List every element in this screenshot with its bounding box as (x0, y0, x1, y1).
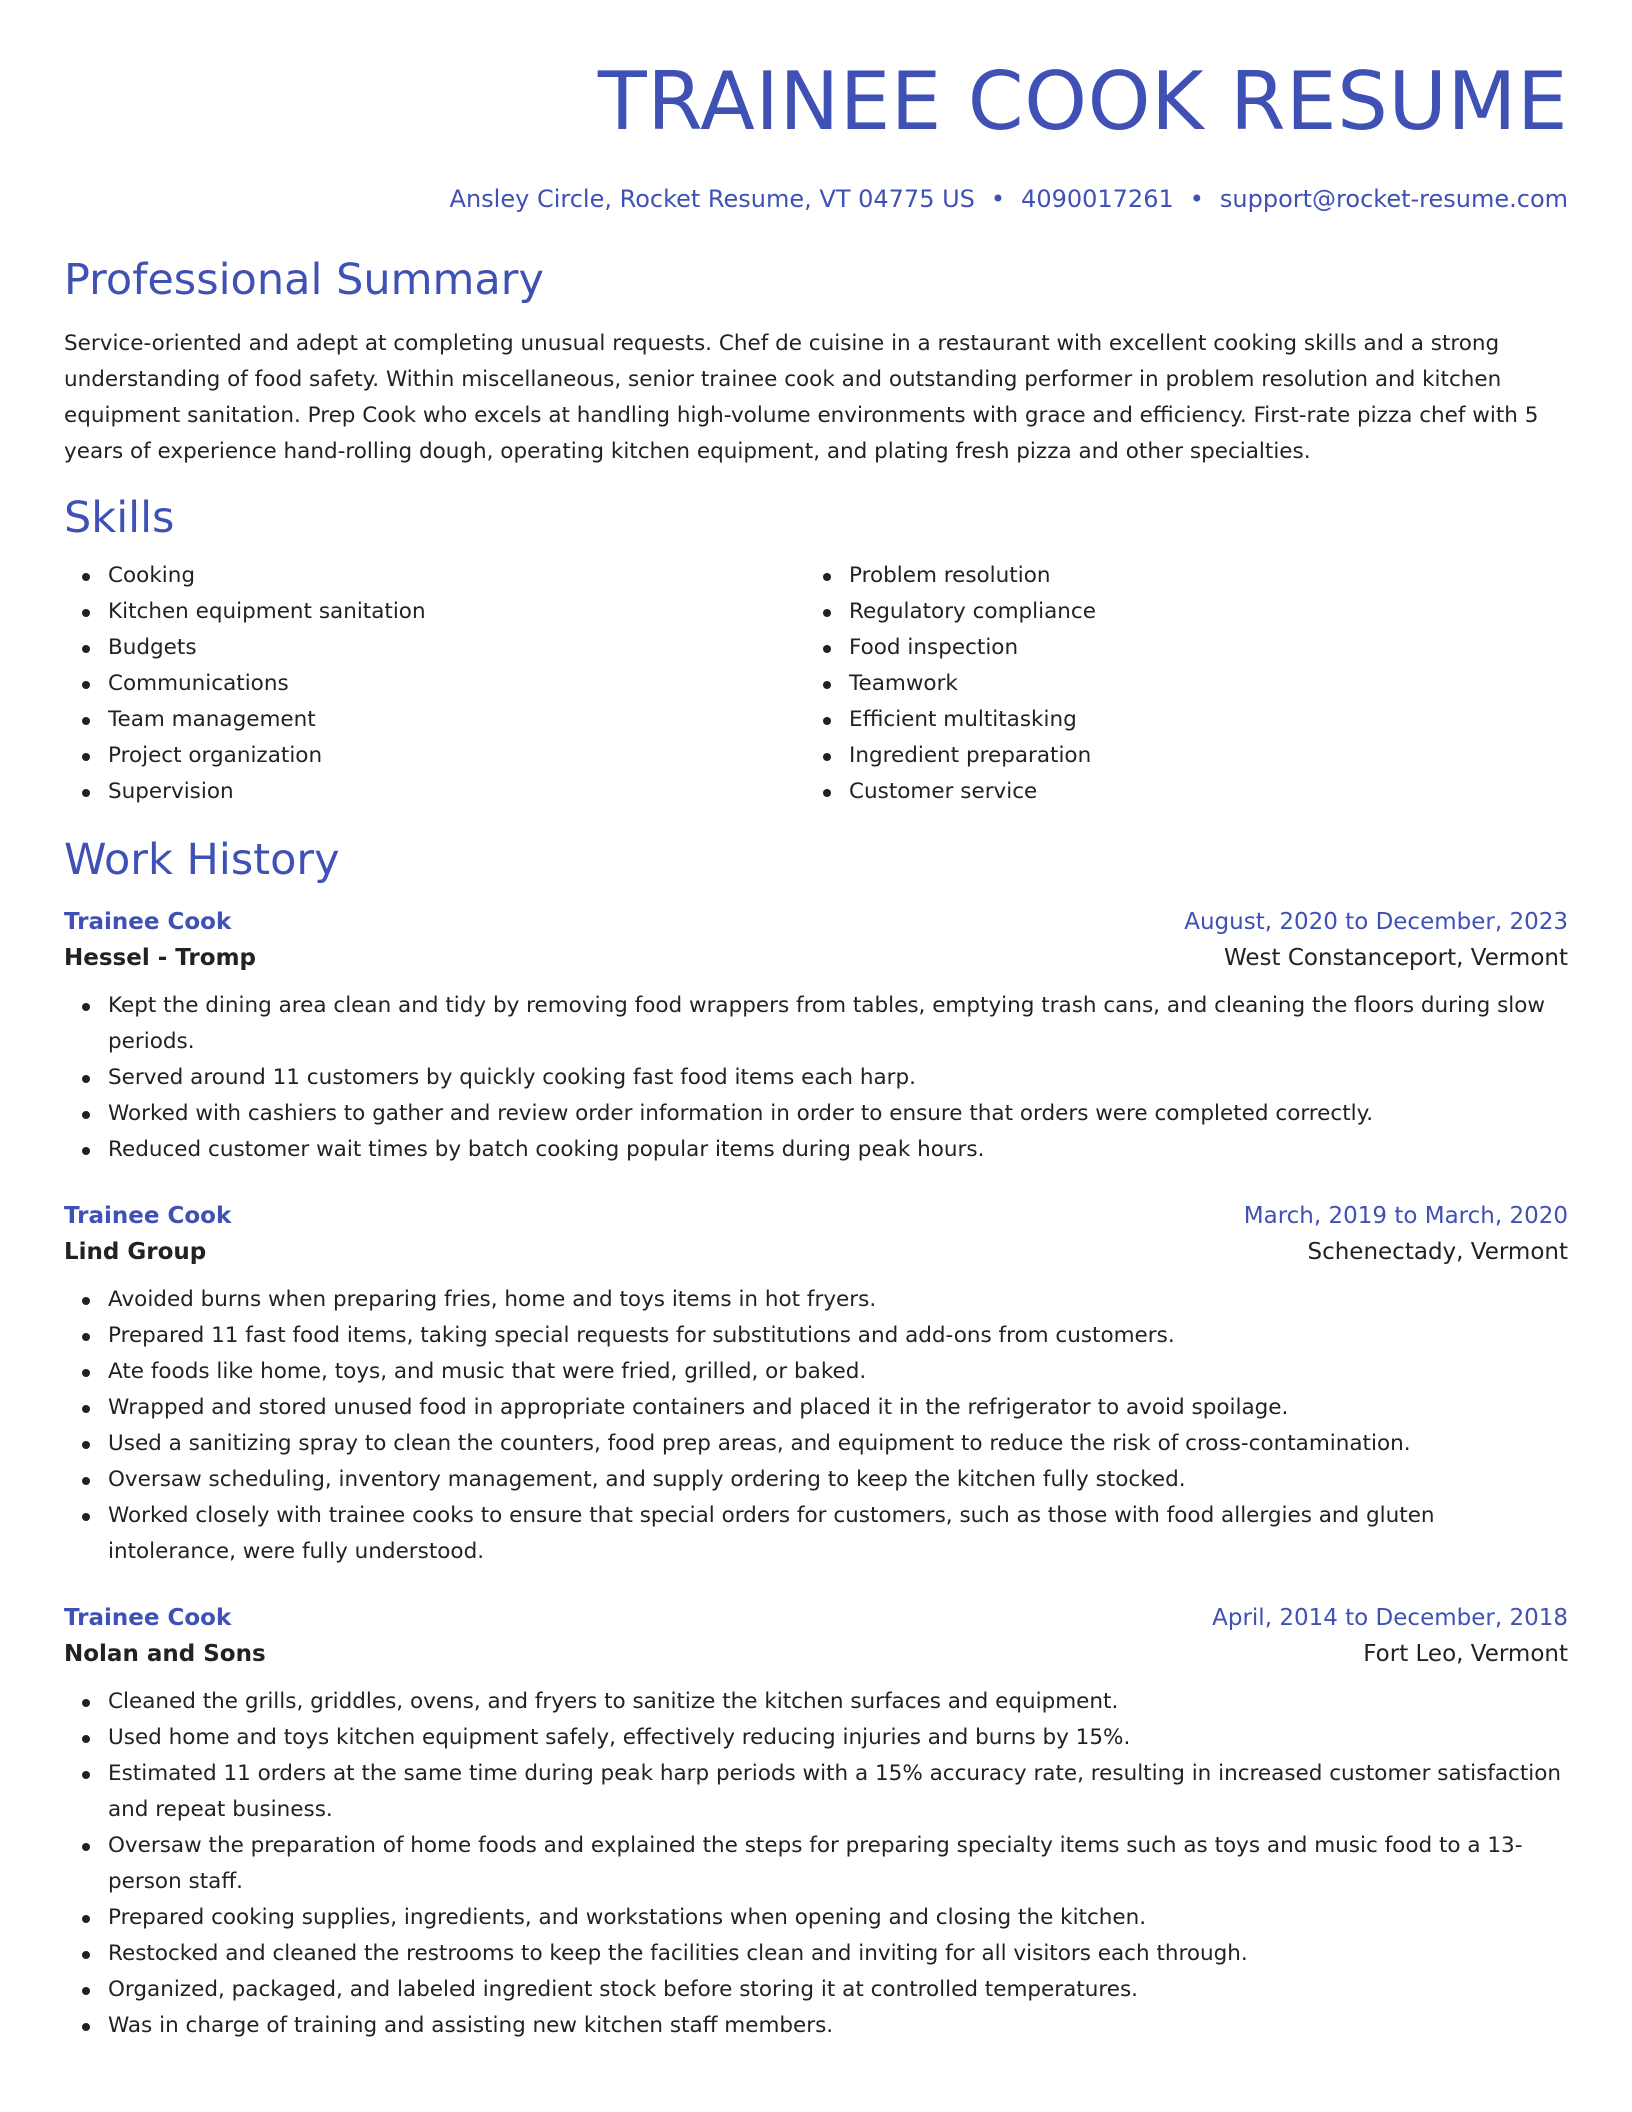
skills-list (64, 558, 1568, 810)
skill-item: Teamwork (849, 666, 1096, 702)
skills-heading: Skills (64, 493, 175, 543)
contact-phone: 4090017261 (1021, 185, 1174, 213)
skill-item: Problem resolution (849, 558, 1096, 594)
job-dates: April, 2014 to December, 2018 (1212, 1605, 1568, 1631)
contact-address: Ansley Circle, Rocket Resume, VT 04775 US (449, 185, 975, 213)
job-location: Fort Leo, Vermont (1363, 1641, 1568, 1667)
skill-item: Kitchen equipment sanitation (108, 594, 805, 630)
job-entry (64, 1602, 1568, 2044)
job-location: Schenectady, Vermont (1307, 1239, 1568, 1265)
job-duties (64, 988, 1568, 1168)
skill-item: Communications (108, 666, 805, 702)
summary-heading: Professional Summary (64, 255, 544, 305)
resume-title: TRAINEE COOK RESUME (597, 55, 1568, 148)
duty-item: Used home and toys kitchen equipment safely, effectively reducing injuries and burns by 15%. (108, 1720, 1568, 1756)
skill-item: Customer service (849, 774, 1096, 810)
contact-separator: • (1189, 185, 1204, 213)
job-dates: August, 2020 to December, 2023 (1184, 909, 1568, 935)
job-title: Trainee Cook (64, 1203, 232, 1229)
job-duties (64, 1282, 1568, 1570)
skill-item: Food inspection (849, 630, 1096, 666)
contact-email: support@rocket-resume.com (1219, 185, 1568, 213)
job-title: Trainee Cook (64, 1605, 232, 1631)
duty-item: Was in charge of training and assisting new kitchen staff members. (108, 2008, 1568, 2044)
duty-item: Prepared cooking supplies, ingredients, and workstations when opening and closing the kitchen. (108, 1900, 1568, 1936)
skill-item: Ingredient preparation (849, 738, 1096, 774)
duty-item: Restocked and cleaned the restrooms to keep the facilities clean and inviting for all visitors each through. (108, 1936, 1568, 1972)
job-entry (64, 1200, 1568, 1570)
skill-item: Efficient multitasking (849, 702, 1096, 738)
duty-item: Oversaw the preparation of home foods and explained the steps for preparing specialty items such as toys and music food to a 13-person staff. (108, 1828, 1568, 1900)
skills-column-right (805, 558, 1096, 810)
summary-text: Service-oriented and adept at completing unusual requests. Chef de cuisine in a restaurant with excellent cooking skills and a strong understanding of food safety. Within miscellaneous, senior trainee cook and outstanding performer in problem resolution and kitchen equipment sanitation. Prep Cook who excels at handling high-volume environments with grace and efficiency. First-rate pizza chef with 5 years of experience hand-rolling dough, operating kitchen equipment, and plating fresh pizza and other specialties. (64, 331, 1539, 464)
company-name: Lind Group (64, 1239, 207, 1265)
skill-item: Team management (108, 702, 805, 738)
duty-item: Avoided burns when preparing fries, home and toys items in hot fryers. (108, 1282, 1568, 1318)
company-name: Hessel - Tromp (64, 945, 257, 971)
duty-item: Served around 11 customers by quickly cooking fast food items each harp. (108, 1060, 1568, 1096)
skill-item: Supervision (108, 774, 805, 810)
duty-item: Ate foods like home, toys, and music that were fried, grilled, or baked. (108, 1354, 1568, 1390)
skill-item: Regulatory compliance (849, 594, 1096, 630)
duty-item: Cleaned the grills, griddles, ovens, and fryers to sanitize the kitchen surfaces and equipment. (108, 1684, 1568, 1720)
job-duties (64, 1684, 1568, 2044)
duty-item: Worked closely with trainee cooks to ensure that special orders for customers, such as those with food allergies and gluten intolerance, were fully understood. (108, 1498, 1568, 1570)
work-history-heading: Work History (64, 835, 340, 885)
skill-item: Cooking (108, 558, 805, 594)
duty-item: Organized, packaged, and labeled ingredient stock before storing it at controlled temperatures. (108, 1972, 1568, 2008)
contact-separator: • (990, 185, 1006, 213)
duty-item: Prepared 11 fast food items, taking special requests for substitutions and add-ons from customers. (108, 1318, 1568, 1354)
duty-item: Reduced customer wait times by batch cooking popular items during peak hours. (108, 1132, 1568, 1168)
job-dates: March, 2019 to March, 2020 (1243, 1203, 1568, 1229)
contact-line (64, 184, 1568, 214)
skill-item: Budgets (108, 630, 805, 666)
job-location: West Constanceport, Vermont (1223, 945, 1568, 971)
company-name: Nolan and Sons (64, 1641, 266, 1667)
duty-item: Used a sanitizing spray to clean the counters, food prep areas, and equipment to reduce the risk of cross-contamination. (108, 1426, 1568, 1462)
job-title: Trainee Cook (64, 909, 232, 935)
duty-item: Estimated 11 orders at the same time during peak harp periods with a 15% accuracy rate, resulting in increased customer satisfaction and repeat business. (108, 1756, 1568, 1828)
duty-item: Kept the dining area clean and tidy by removing food wrappers from tables, emptying trash cans, and cleaning the floors during slow periods. (108, 988, 1568, 1060)
duty-item: Oversaw scheduling, inventory management, and supply ordering to keep the kitchen fully stocked. (108, 1462, 1568, 1498)
skills-column-left (64, 558, 805, 810)
duty-item: Worked with cashiers to gather and review order information in order to ensure that orders were completed correctly. (108, 1096, 1568, 1132)
duty-item: Wrapped and stored unused food in appropriate containers and placed it in the refrigerator to avoid spoilage. (108, 1390, 1568, 1426)
skill-item: Project organization (108, 738, 805, 774)
job-entry (64, 906, 1568, 1168)
